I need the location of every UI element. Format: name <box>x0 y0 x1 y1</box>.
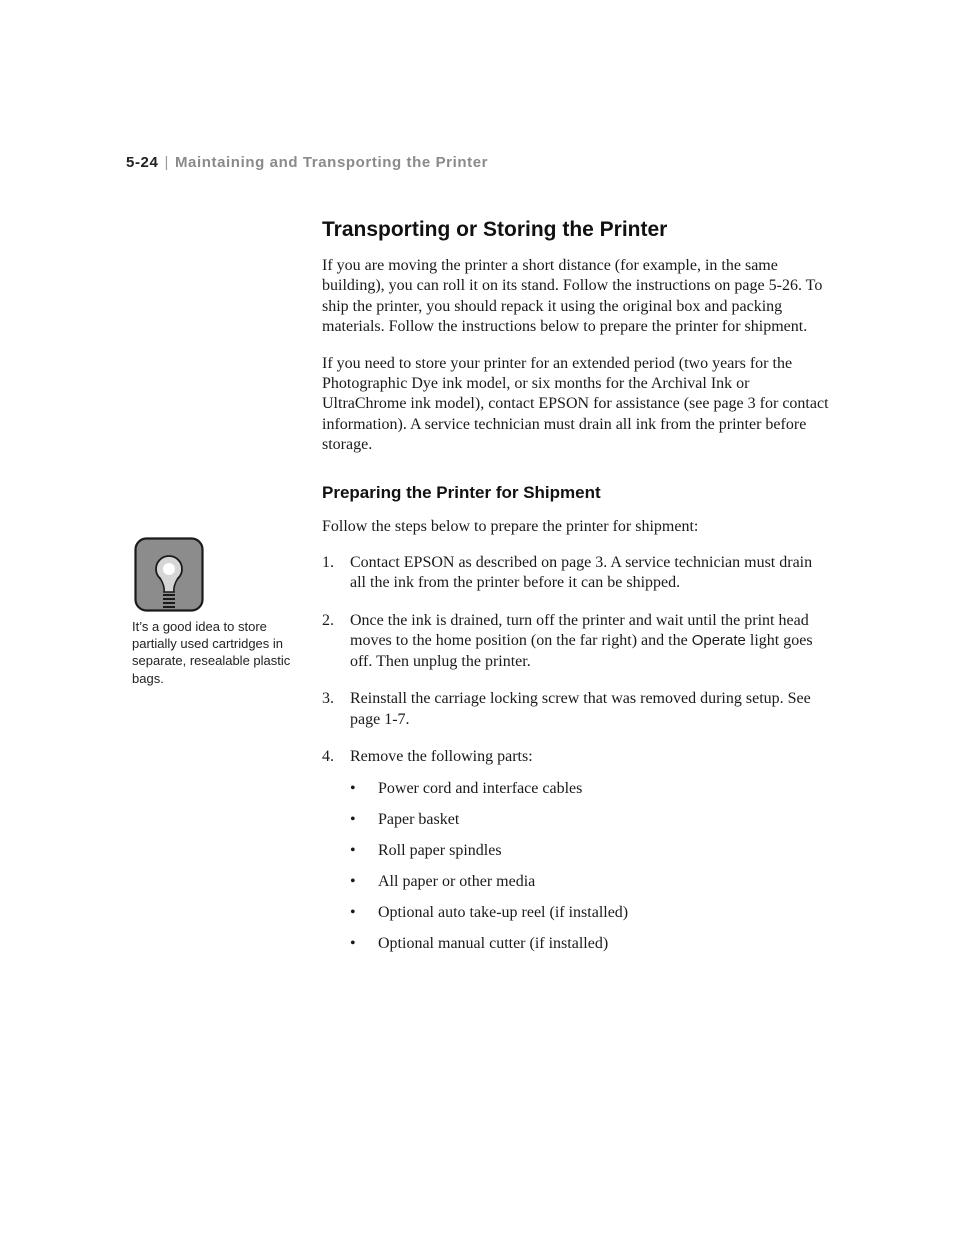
subsection-title: Preparing the Printer for Shipment <box>322 482 601 502</box>
list-item <box>350 841 832 861</box>
step-item <box>322 747 832 955</box>
page-number: 5-24 <box>126 154 159 171</box>
part-text: All paper or other media <box>378 873 536 891</box>
step-number: 3. <box>322 690 334 708</box>
bullet: • <box>350 780 356 798</box>
step-text-after: light goes off. Then unplug the printer. <box>350 632 813 670</box>
bullet: • <box>350 873 356 891</box>
step-text: Contact EPSON as described on page 3. A service technician must drain all the ink from the printer before it can be shipped. <box>350 554 813 592</box>
part-text: Paper basket <box>378 811 460 829</box>
running-head <box>126 154 488 171</box>
list-item <box>350 934 832 954</box>
main-content <box>322 218 832 972</box>
lightbulb-icon <box>134 537 204 612</box>
operate-button-name: Operate <box>691 632 746 650</box>
list-item <box>350 810 832 830</box>
step-item <box>322 689 832 730</box>
step-item <box>322 553 832 594</box>
part-text: Optional manual cutter (if installed) <box>378 935 609 953</box>
part-text: Roll paper spindles <box>378 842 502 860</box>
step-item <box>322 611 832 672</box>
step-number: 2. <box>322 611 334 629</box>
step-text-before: Once the ink is drained, turn off the printer and wait until the print head moves to the home position (on the far right) and the <box>350 611 809 650</box>
list-item <box>350 779 832 799</box>
header-separator: | <box>164 154 169 171</box>
step-text: Remove the following parts: <box>350 747 533 765</box>
intro-paragraph: If you are moving the printer a short distance (for example, in the same building), you can roll it on its stand. Follow the instructions on page 5-26. To ship the printer, you should repack it using the original box and packing materials. Follow the instructions below to prepare the printer for shipment. <box>322 257 823 336</box>
list-item <box>350 903 832 923</box>
storage-paragraph: If you need to store your printer for an extended period (two years for the Photographic Dye ink model, or six months for the Archival Ink or UltraChrome ink model), contact EPSON for assistance (see page 3 for contact information). A service technician must drain all ink from the printer before storage. <box>322 354 829 454</box>
bullet: • <box>350 842 356 860</box>
step-text: Reinstall the carriage locking screw that was removed during setup. See page 1-7. <box>350 690 811 728</box>
bullet: • <box>350 811 356 829</box>
list-item <box>350 872 832 892</box>
bullet: • <box>350 904 356 922</box>
section-title: Transporting or Storing the Printer <box>322 218 668 241</box>
step-number: 4. <box>322 747 334 765</box>
chapter-title: Maintaining and Transporting the Printer <box>174 154 489 171</box>
steps-intro: Follow the steps below to prepare the printer for shipment: <box>322 517 699 535</box>
steps-list <box>322 553 832 955</box>
step-number: 1. <box>322 554 334 572</box>
part-text: Power cord and interface cables <box>378 780 583 798</box>
bullet: • <box>350 935 356 953</box>
part-text: Optional auto take-up reel (if installed) <box>378 904 629 922</box>
parts-list <box>350 779 832 954</box>
tip-text: It’s a good idea to store partially used cartridges in separate, resealable plastic bags. <box>132 619 291 686</box>
